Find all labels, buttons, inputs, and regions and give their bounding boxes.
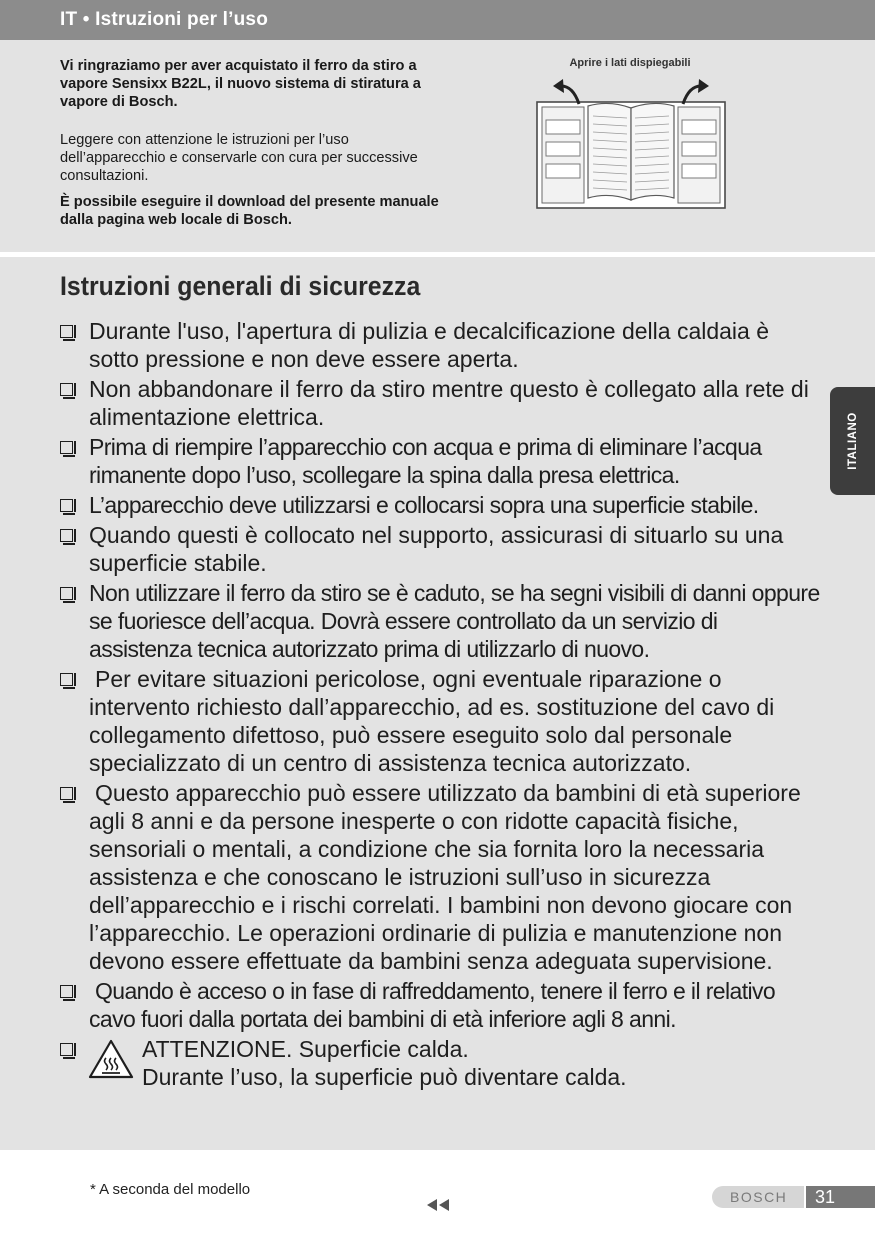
checkbox-icon [60,1043,73,1056]
thanks-paragraph: Vi ringraziamo per aver acquistato il ferro da stiro a vapore Sensixx B22L, il nuovo sistema di stiratura a vapore di Bosch. [60,58,421,110]
item-text: Non utilizzare il ferro da stiro se è caduto, se ha segni visibili di danni oppure se fuoriesce dell’acqua. Dovrà essere controllato da un servizio di assistenza tecnica autorizzato prima di utilizzarlo di nuovo. [89,580,820,662]
safety-panel [0,257,875,1150]
item-text: Prima di riempire l’apparecchio con acqua e prima di eliminare l’acqua rimanente dopo l’uso, scollegare la spina dalla presa elettrica. [89,434,762,488]
page-number-text: 31 [815,1187,836,1207]
checkbox-icon [60,587,73,600]
checkbox-icon [60,499,73,512]
brand-label [712,1186,804,1208]
foldout-label: Aprire i lati dispiegabili [569,57,691,69]
list-item [60,579,820,663]
footnote: * A seconda del modello [90,1181,251,1198]
checkbox-icon [60,325,73,338]
hot-surface-warning-icon [87,1038,135,1080]
language-tab-label: ITALIANO [846,412,859,470]
list-item [60,665,820,777]
warning-text: Durante l’uso, la superficie può diventare calda. [142,1064,627,1090]
checkbox-icon [60,985,73,998]
page-number [806,1186,875,1208]
read-notice-paragraph: Leggere con attenzione le istruzioni per l’uso dell’apparecchio e conservarle con cura per successive consultazioni. [60,132,418,184]
item-text: Per evitare situazioni pericolose, ogni eventuale riparazione o intervento richiesto dall’apparecchio, ad es. sostituzione del cavo di collegamento difettoso, può essere eseguito solo dal personale specializzato di un centro di assistenza tecnica autorizzato. [89,666,775,776]
item-text: Questo apparecchio può essere utilizzato da bambini di età superiore agli 8 anni e da persone inesperte o con ridotte capacità fisiche, sensoriali o mentali, a condizione che sia fornita loro la necessaria assistenza e che conoscano le istruzioni sull’uso in sicurezza dell’apparecchio e i rischi correlati. I bambini non devono giocare con l’apparecchio. Le operazioni ordinarie di pulizia e manutenzione non devono essere effettuate da bambini senza adeguata supervisione. [89,780,801,974]
language-tab [830,387,875,495]
safety-list [60,317,820,1093]
list-item [60,433,820,489]
page-header [0,0,875,40]
item-text: Non abbandonare il ferro da stiro mentre questo è collegato alla rete di alimentazione elettrica. [89,376,809,430]
list-item [60,375,820,431]
brand-text: BOSCH [730,1189,788,1205]
item-text: Quando questi è collocato nel supporto, assicurasi di situarlo su una superficie stabile. [89,522,784,576]
warning-item [60,1035,820,1091]
checkbox-icon [60,673,73,686]
previous-page-arrows-icon[interactable] [426,1198,450,1212]
list-item [60,317,820,373]
checkbox-icon [60,529,73,542]
checkbox-icon [60,383,73,396]
intro-panel [0,40,875,252]
list-item [60,977,820,1033]
intro-text [60,57,440,229]
list-item [60,521,820,577]
checkbox-icon [60,787,73,800]
open-booklet-icon [533,72,729,212]
item-text: L’apparecchio deve utilizzarsi e collocarsi sopra una superficie stabile. [89,492,759,518]
download-notice-paragraph: È possibile eseguire il download del presente manuale dalla pagina web locale di Bosch. [60,194,439,228]
header-title: IT • Istruzioni per l’uso [60,9,268,30]
list-item [60,491,820,519]
section-title: Istruzioni generali di sicurezza [60,271,421,301]
list-item [60,779,820,975]
warning-title: ATTENZIONE. Superficie calda. [142,1036,469,1062]
checkbox-icon [60,441,73,454]
item-text: Quando è acceso o in fase di raffreddamento, tenere il ferro e il relativo cavo fuori dalla portata dei bambini di età inferiore agli 8 anni. [89,978,776,1032]
item-text: Durante l'uso, l'apertura di pulizia e decalcificazione della caldaia è sotto pressione e non deve essere aperta. [89,318,770,372]
